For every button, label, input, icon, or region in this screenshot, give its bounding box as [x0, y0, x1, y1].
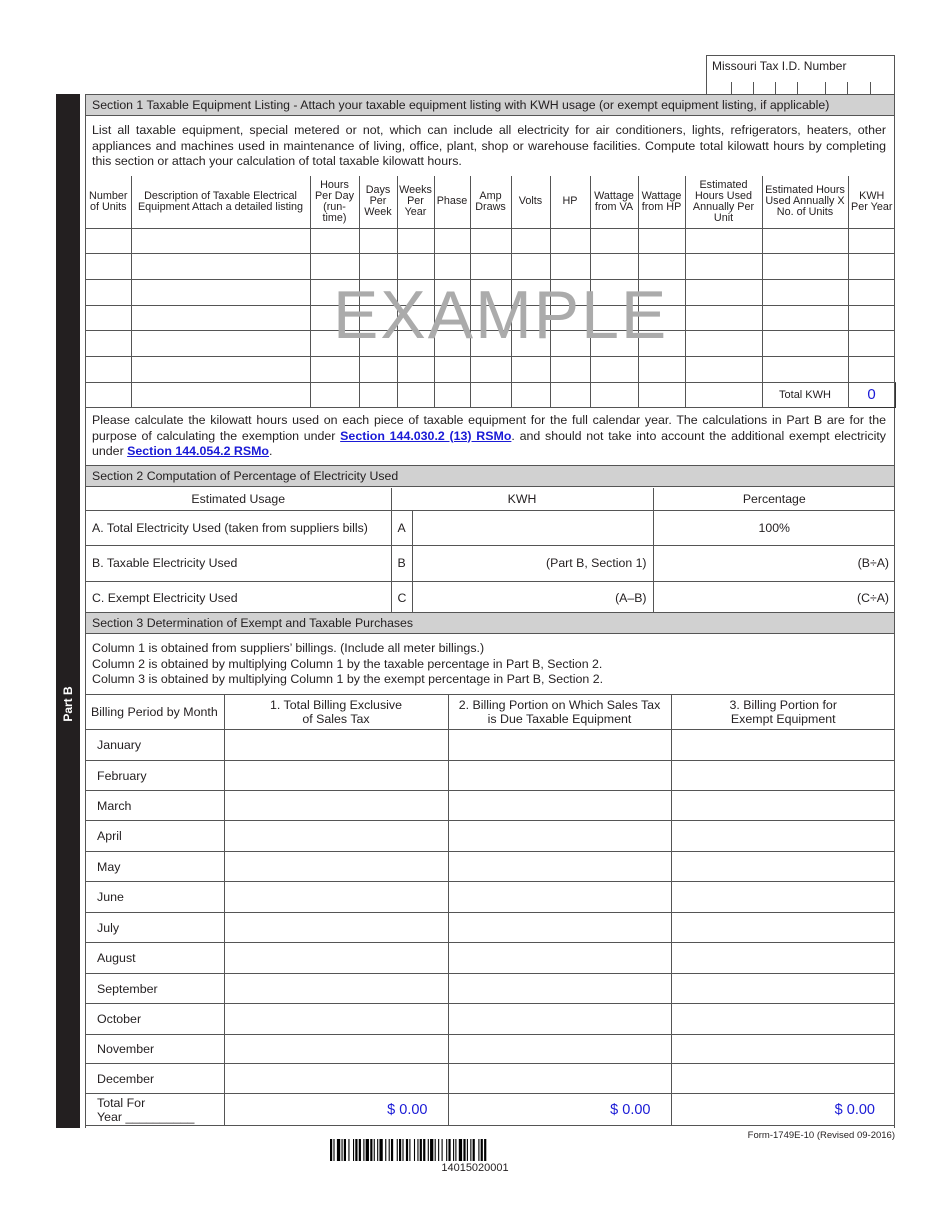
- barcode-bar: [355, 1139, 357, 1161]
- equipment-cell[interactable]: [550, 305, 590, 331]
- equipment-cell[interactable]: [762, 279, 848, 305]
- billing-col1-input[interactable]: [224, 943, 448, 974]
- equipment-cell[interactable]: [397, 356, 434, 382]
- equipment-cell[interactable]: [638, 279, 685, 305]
- equipment-cell[interactable]: [685, 356, 762, 382]
- equipment-cell[interactable]: [590, 356, 638, 382]
- equipment-cell[interactable]: [550, 356, 590, 382]
- equipment-cell[interactable]: [511, 356, 550, 382]
- equipment-cell[interactable]: [131, 305, 310, 331]
- month-label: February: [86, 761, 224, 791]
- row-c-percentage[interactable]: (C÷A): [653, 581, 895, 614]
- month-label: July: [86, 913, 224, 943]
- equipment-cell[interactable]: [848, 305, 895, 331]
- barcode-bar: [409, 1139, 410, 1161]
- barcode-bar: [473, 1139, 475, 1161]
- equipment-cell[interactable]: [470, 356, 511, 382]
- billing-month-row: [86, 943, 895, 974]
- barcode-bar: [423, 1139, 425, 1161]
- barcode-bar: [391, 1139, 393, 1161]
- barcode-bar: [467, 1139, 468, 1161]
- barcode-bar: [359, 1139, 361, 1161]
- equipment-cell[interactable]: [131, 356, 310, 382]
- barcode-bar: [344, 1139, 346, 1161]
- month-label: April: [86, 821, 224, 852]
- section3-instructions: [92, 641, 886, 688]
- equipment-cell[interactable]: [550, 254, 590, 280]
- equipment-row: [86, 356, 895, 382]
- equipment-cell[interactable]: [638, 254, 685, 280]
- equipment-cell[interactable]: [762, 228, 848, 254]
- equipment-cell[interactable]: [310, 254, 359, 280]
- equipment-cell[interactable]: [434, 356, 470, 382]
- equipment-row: [86, 279, 895, 305]
- equipment-cell[interactable]: [470, 228, 511, 254]
- month-label: May: [86, 852, 224, 882]
- billing-col3-input[interactable]: [671, 1035, 895, 1064]
- section1-note: [92, 413, 886, 460]
- billing-month-row: [86, 1064, 895, 1094]
- row-taxable-electricity: [86, 545, 895, 581]
- billing-month-row: [86, 882, 895, 913]
- equipment-cell[interactable]: [685, 279, 762, 305]
- equipment-col-header: Estimated Hours Used Annually X No. of Units: [762, 176, 848, 228]
- month-label: October: [86, 1004, 224, 1035]
- row-b-kwh-input[interactable]: (Part B, Section 1): [412, 545, 653, 581]
- barcode-bar: [455, 1139, 456, 1161]
- equipment-col-header: Volts: [511, 176, 550, 228]
- equipment-cell[interactable]: [434, 382, 470, 408]
- tax-id-box[interactable]: [706, 55, 895, 95]
- billing-month-row: [86, 974, 895, 1004]
- total-col1[interactable]: $ 0.00: [224, 1094, 448, 1126]
- equipment-cell[interactable]: [434, 331, 470, 357]
- equipment-row: [86, 228, 895, 254]
- billing-month-row: [86, 852, 895, 882]
- billing-col2-input[interactable]: [448, 974, 671, 1004]
- equipment-cell[interactable]: [590, 279, 638, 305]
- equipment-cell[interactable]: [638, 331, 685, 357]
- equipment-cell[interactable]: [848, 331, 895, 357]
- month-label: March: [86, 791, 224, 821]
- equipment-col-header: Hours Per Day (run-time): [310, 176, 359, 228]
- equipment-cell[interactable]: [359, 331, 397, 357]
- barcode-number: 14015020001: [441, 1162, 509, 1174]
- section1-instructions: List all taxable equipment, special metered or not, which can include all electricity for air conditioners, lights, refrigerators, heaters, other appliances and machines used in maintenance of living, office, plant, shop or warehouse facilities. Compute total kilowatt hours by completing this section or attach your calculation of total taxable kilowatt hours.: [92, 123, 886, 168]
- row-a-letter: A: [391, 510, 412, 545]
- barcode-bar: [414, 1139, 415, 1161]
- equipment-cell[interactable]: [590, 228, 638, 254]
- barcode-bar: [478, 1139, 479, 1161]
- barcode-bar: [402, 1139, 403, 1161]
- barcode-bar: [377, 1139, 378, 1161]
- barcode-bar: [446, 1139, 447, 1161]
- example-watermark: EXAMPLE: [333, 277, 669, 353]
- equipment-row: [86, 331, 895, 357]
- equipment-cell[interactable]: [86, 228, 131, 254]
- row-c-letter: C: [391, 581, 412, 614]
- billing-month-row: [86, 730, 895, 761]
- billing-col2-input[interactable]: [448, 791, 671, 821]
- equipment-col-header: Description of Taxable Electrical Equipment Attach a detailed listing: [131, 176, 310, 228]
- equipment-cell[interactable]: [470, 382, 511, 408]
- equipment-cell[interactable]: [86, 305, 131, 331]
- equipment-cell[interactable]: [590, 305, 638, 331]
- equipment-col-header: Estimated Hours Used Annually Per Unit: [685, 176, 762, 228]
- equipment-cell[interactable]: [310, 356, 359, 382]
- header-col3: 3. Billing Portion for Exempt Equipment: [671, 695, 895, 730]
- part-b-label: Part B: [61, 686, 75, 722]
- equipment-cell[interactable]: [848, 356, 895, 382]
- equipment-cell[interactable]: [397, 279, 434, 305]
- row-c-label: C. Exempt Electricity Used: [86, 581, 391, 614]
- equipment-cell[interactable]: [638, 305, 685, 331]
- billing-col2-input[interactable]: [448, 913, 671, 943]
- equipment-cell[interactable]: [590, 382, 638, 408]
- equipment-cell[interactable]: [131, 279, 310, 305]
- header-estimated-usage: Estimated Usage: [86, 488, 391, 510]
- link-section-144-054[interactable]: Section 144.054.2 RSMo: [127, 444, 270, 458]
- month-label: August: [86, 943, 224, 974]
- equipment-cell[interactable]: [397, 254, 434, 280]
- barcode-bar: [430, 1139, 433, 1161]
- form-number: Form-1749E-10 (Revised 09-2016): [747, 1130, 895, 1141]
- equipment-cell[interactable]: [131, 228, 310, 254]
- barcode-bar: [348, 1139, 349, 1161]
- row-b-label: B. Taxable Electricity Used: [86, 545, 391, 581]
- equipment-cell[interactable]: [511, 305, 550, 331]
- barcode-bar: [366, 1139, 369, 1161]
- billing-header-row: [86, 695, 895, 730]
- billing-col1-input[interactable]: [224, 974, 448, 1004]
- equipment-cell[interactable]: [131, 331, 310, 357]
- row-a-percentage: 100%: [653, 510, 895, 545]
- equipment-cell[interactable]: [397, 228, 434, 254]
- equipment-cell[interactable]: [86, 356, 131, 382]
- equipment-cell[interactable]: [310, 305, 359, 331]
- billing-month-row: [86, 791, 895, 821]
- equipment-cell[interactable]: [550, 228, 590, 254]
- equipment-cell[interactable]: [762, 356, 848, 382]
- billing-col3-input[interactable]: [671, 852, 895, 882]
- billing-col3-input[interactable]: [671, 1064, 895, 1094]
- equipment-cell[interactable]: [762, 331, 848, 357]
- equipment-col-header: Days Per Week: [359, 176, 397, 228]
- note-text-1: Please calculate the kilowatt hours used on each piece of taxable equipment for the full calendar year. The calculations in Part B are for the purpose of calculating the exemption under: [92, 413, 886, 443]
- barcode-bar: [420, 1139, 422, 1161]
- billing-month-row: [86, 1004, 895, 1035]
- equipment-col-header: Wattage from VA: [590, 176, 638, 228]
- equipment-col-header: Weeks Per Year: [397, 176, 434, 228]
- total-kwh-label: Total KWH: [762, 382, 848, 408]
- billing-col1-input[interactable]: [224, 1035, 448, 1064]
- equipment-cell[interactable]: [470, 254, 511, 280]
- section3-line1: Column 1 is obtained from suppliers’ billings. (Include all meter billings.): [92, 641, 485, 655]
- billing-total-row: [86, 1094, 895, 1126]
- barcode-bar: [399, 1139, 401, 1161]
- equipment-cell[interactable]: [434, 305, 470, 331]
- equipment-cell[interactable]: [434, 228, 470, 254]
- billing-col2-input[interactable]: [448, 943, 671, 974]
- electricity-computation-table: [86, 488, 895, 615]
- equipment-col-header: HP: [550, 176, 590, 228]
- section1-title: Section 1 Taxable Equipment Listing - Attach your taxable equipment listing with KWH usage (or exempt equipment listing, if applicable): [86, 94, 894, 116]
- equipment-cell[interactable]: [685, 382, 762, 408]
- equipment-cell[interactable]: [359, 305, 397, 331]
- barcode-bar: [448, 1139, 450, 1161]
- equipment-cell[interactable]: [397, 382, 434, 408]
- barcode-bar: [442, 1139, 443, 1161]
- equipment-cell[interactable]: [685, 305, 762, 331]
- equipment-cell[interactable]: [470, 331, 511, 357]
- row-exempt-electricity: [86, 581, 895, 614]
- equipment-cell[interactable]: [511, 279, 550, 305]
- equipment-cell[interactable]: [310, 279, 359, 305]
- billing-col2-input[interactable]: [448, 1064, 671, 1094]
- equipment-cell[interactable]: [511, 228, 550, 254]
- barcode-bar: [389, 1139, 390, 1161]
- equipment-cell[interactable]: [848, 254, 895, 280]
- billing-col2-input[interactable]: [448, 761, 671, 791]
- equipment-row: [86, 382, 895, 408]
- equipment-cell[interactable]: [762, 254, 848, 280]
- link-section-144-030[interactable]: Section 144.030.2 (13) RSMo: [340, 428, 512, 443]
- billing-col2-input[interactable]: [448, 852, 671, 882]
- equipment-cell[interactable]: [310, 331, 359, 357]
- total-col3[interactable]: $ 0.00: [671, 1094, 895, 1126]
- barcode-bar: [385, 1139, 386, 1161]
- barcode-bar: [435, 1139, 436, 1161]
- section3-line2: Column 2 is obtained by multiplying Column 1 by the taxable percentage in Part B, Section 2.: [92, 656, 603, 671]
- month-label: December: [86, 1064, 224, 1094]
- billing-col1-input[interactable]: [224, 761, 448, 791]
- barcode: [330, 1139, 618, 1161]
- equipment-cell[interactable]: [848, 228, 895, 254]
- equipment-cell[interactable]: [511, 254, 550, 280]
- section3-line3: Column 3 is obtained by multiplying Column 1 by the exempt percentage in Part B, Section 2.: [92, 672, 604, 686]
- barcode-bar: [470, 1139, 471, 1161]
- barcode-bar: [337, 1139, 340, 1161]
- barcode-bar: [370, 1139, 372, 1161]
- equipment-cell[interactable]: [359, 356, 397, 382]
- equipment-cell[interactable]: [86, 331, 131, 357]
- billing-col3-input[interactable]: [671, 943, 895, 974]
- barcode-bar: [397, 1139, 398, 1161]
- barcode-bar: [363, 1139, 364, 1161]
- equipment-cell[interactable]: [638, 356, 685, 382]
- header-col2: 2. Billing Portion on Which Sales Tax is Due Taxable Equipment: [448, 695, 671, 730]
- barcode-bar: [379, 1139, 382, 1161]
- barcode-bar: [428, 1139, 429, 1161]
- equipment-cell[interactable]: [359, 279, 397, 305]
- billing-col1-input[interactable]: [224, 1004, 448, 1035]
- equipment-cell[interactable]: [470, 279, 511, 305]
- barcode-bar: [453, 1139, 454, 1161]
- barcode-bar: [374, 1139, 375, 1161]
- equipment-cell[interactable]: [86, 382, 131, 408]
- row-a-kwh-input[interactable]: [412, 510, 653, 545]
- month-label: September: [86, 974, 224, 1004]
- billing-col3-input[interactable]: [671, 974, 895, 1004]
- equipment-cell[interactable]: [470, 305, 511, 331]
- barcode-bar: [330, 1139, 332, 1161]
- equipment-row: [86, 305, 895, 331]
- equipment-col-header: Amp Draws: [470, 176, 511, 228]
- equipment-cell[interactable]: [848, 279, 895, 305]
- header-col1: 1. Total Billing Exclusive of Sales Tax: [224, 695, 448, 730]
- billing-col2-input[interactable]: [448, 1004, 671, 1035]
- equipment-cell[interactable]: [550, 279, 590, 305]
- equipment-cell[interactable]: [434, 254, 470, 280]
- month-label: November: [86, 1035, 224, 1064]
- equipment-cell[interactable]: [86, 279, 131, 305]
- row-c-kwh-input[interactable]: (A–B): [412, 581, 653, 614]
- billing-month-row: [86, 821, 895, 852]
- equipment-col-header: Phase: [434, 176, 470, 228]
- billing-col2-input[interactable]: [448, 821, 671, 852]
- billing-col3-input[interactable]: [671, 791, 895, 821]
- equipment-cell[interactable]: [638, 382, 685, 408]
- equipment-cell[interactable]: [511, 382, 550, 408]
- row-b-letter: B: [391, 545, 412, 581]
- equipment-cell[interactable]: [685, 228, 762, 254]
- equipment-cell[interactable]: [397, 331, 434, 357]
- equipment-cell[interactable]: [397, 305, 434, 331]
- header-kwh: KWH: [391, 488, 653, 510]
- section2-header-row: [86, 488, 895, 510]
- billing-col1-input[interactable]: [224, 791, 448, 821]
- note-text-3: .: [269, 444, 273, 458]
- billing-col1-input[interactable]: [224, 882, 448, 913]
- billing-col1-input[interactable]: [224, 913, 448, 943]
- billing-col2-input[interactable]: [448, 730, 671, 761]
- equipment-cell[interactable]: [511, 331, 550, 357]
- section3-title: Section 3 Determination of Exempt and Taxable Purchases: [86, 612, 894, 634]
- barcode-bar: [459, 1139, 462, 1161]
- billing-col3-input[interactable]: [671, 821, 895, 852]
- equipment-cell[interactable]: [590, 254, 638, 280]
- barcode-bar: [342, 1139, 343, 1161]
- equipment-cell[interactable]: [310, 228, 359, 254]
- equipment-col-header: Wattage from HP: [638, 176, 685, 228]
- row-total-electricity: [86, 510, 895, 545]
- billing-col3-input[interactable]: [671, 882, 895, 913]
- billing-col1-input[interactable]: [224, 730, 448, 761]
- equipment-cell[interactable]: [131, 382, 310, 408]
- billing-col3-input[interactable]: [671, 730, 895, 761]
- billing-month-row: [86, 1035, 895, 1064]
- tax-id-label: Missouri Tax I.D. Number: [712, 59, 847, 73]
- total-kwh-value[interactable]: 0: [848, 382, 895, 408]
- equipment-cell[interactable]: [550, 331, 590, 357]
- equipment-cell[interactable]: [359, 254, 397, 280]
- equipment-cell[interactable]: [762, 305, 848, 331]
- billing-col1-input[interactable]: [224, 1064, 448, 1094]
- row-a-label: A. Total Electricity Used (taken from suppliers bills): [86, 510, 391, 545]
- equipment-cell[interactable]: [434, 279, 470, 305]
- barcode-bar: [481, 1139, 483, 1161]
- equipment-row: [86, 254, 895, 280]
- section2-title: Section 2 Computation of Percentage of Electricity Used: [86, 465, 894, 487]
- total-col2[interactable]: $ 0.00: [448, 1094, 671, 1126]
- equipment-cell[interactable]: [685, 331, 762, 357]
- equipment-cell[interactable]: [638, 228, 685, 254]
- equipment-col-header: KWH Per Year: [848, 176, 895, 228]
- equipment-cell[interactable]: [550, 382, 590, 408]
- equipment-cell[interactable]: [310, 382, 359, 408]
- billing-col1-input[interactable]: [224, 852, 448, 882]
- equipment-cell[interactable]: [685, 254, 762, 280]
- barcode-bar: [353, 1139, 354, 1161]
- equipment-cell[interactable]: [131, 254, 310, 280]
- billing-col2-input[interactable]: [448, 882, 671, 913]
- billing-month-row: [86, 913, 895, 943]
- billing-month-row: [86, 761, 895, 791]
- month-label: January: [86, 730, 224, 761]
- row-b-percentage[interactable]: (B÷A): [653, 545, 895, 581]
- equipment-cell[interactable]: [359, 382, 397, 408]
- part-b-sidebar: [56, 94, 80, 1128]
- billing-col1-input[interactable]: [224, 821, 448, 852]
- month-label: June: [86, 882, 224, 913]
- equipment-cell[interactable]: [590, 331, 638, 357]
- billing-col3-input[interactable]: [671, 761, 895, 791]
- billing-col3-input[interactable]: [671, 1004, 895, 1035]
- equipment-col-header: Number of Units: [86, 176, 131, 228]
- header-billing-period: Billing Period by Month: [86, 695, 224, 730]
- billing-table: [86, 694, 895, 1126]
- barcode-bar: [333, 1139, 334, 1161]
- total-for-year-label: Total For Year __________: [86, 1094, 224, 1126]
- equipment-cell[interactable]: [359, 228, 397, 254]
- barcode-bar: [406, 1139, 408, 1161]
- barcode-bar: [484, 1139, 486, 1161]
- equipment-table: [86, 176, 896, 408]
- barcode-bar: [438, 1139, 439, 1161]
- equipment-cell[interactable]: [86, 254, 131, 280]
- billing-col3-input[interactable]: [671, 913, 895, 943]
- equipment-header-row: [86, 176, 895, 228]
- billing-col2-input[interactable]: [448, 1035, 671, 1064]
- part-b-form: [85, 94, 895, 1128]
- header-percentage: Percentage: [653, 488, 895, 510]
- note-text-2: . and should not take into account the additional exempt electricity under: [92, 428, 886, 458]
- barcode-bar: [417, 1139, 418, 1161]
- barcode-bar: [463, 1139, 465, 1161]
